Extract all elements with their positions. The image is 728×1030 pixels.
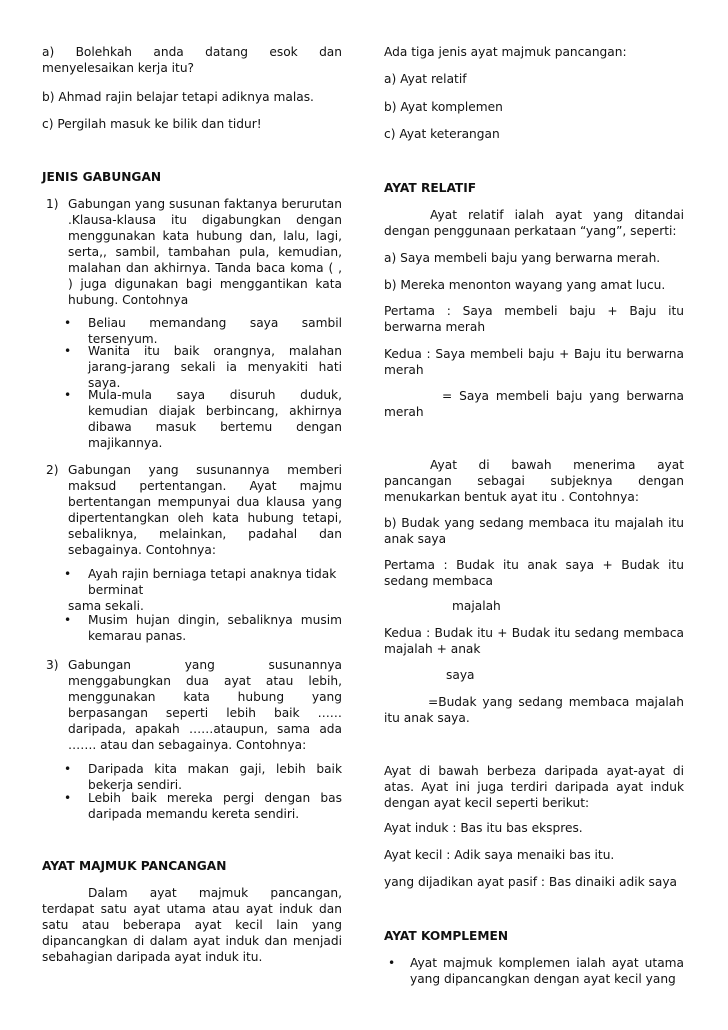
list-item-3 <box>42 657 342 753</box>
heading-ayat-komplemen: AYAT KOMPLEMEN <box>384 929 509 943</box>
bullet-icon: • <box>64 344 72 358</box>
pasif-line: yang dijadikan ayat pasif : Bas dinaiki adik saya <box>384 875 678 889</box>
example-b: b) Ahmad rajin belajar tetapi adiknya malas. <box>42 90 314 104</box>
bullet-item <box>64 612 342 644</box>
berbeza-paragraph: Ayat di bawah berbeza daripada ayat-ayat di atas. Ayat ini juga terdiri daripada ayat induk dengan ayat kecil seperti berikut: <box>384 764 684 810</box>
bullet-icon: • <box>64 613 72 627</box>
example-relatif-a: a) Saya membeli baju yang berwarna merah. <box>384 251 661 265</box>
bullet-icon: • <box>388 956 396 970</box>
bullet-item <box>64 343 342 391</box>
example-a: a) Bolehkah anda datang esok dan menyelesaikan kerja itu? <box>42 45 342 75</box>
heading-jenis-gabungan: JENIS GABUNGAN <box>42 170 162 184</box>
bullet-text: Beliau memandang saya sambil tersenyum. <box>88 316 342 346</box>
bullet-item <box>64 566 342 598</box>
kedua-line-1: Kedua : Saya membeli baju + Baju itu berwarna merah <box>384 347 684 377</box>
bullet-icon: • <box>64 791 72 805</box>
bullet-text: Mula-mula saya disuruh duduk, kemudian diajak berbincang, akhirnya dibawa masuk bertemu dengan majikannya. <box>88 388 342 450</box>
list-number: 3) <box>46 658 59 672</box>
list-item-2 <box>42 462 342 558</box>
result-line-2: =Budak yang sedang membaca majalah itu anak saya. <box>384 695 684 725</box>
pertama-line-2: Pertama : Budak itu anak saya + Budak itu sedang membaca <box>384 558 684 588</box>
bullet-icon: • <box>64 567 72 581</box>
list-item-text: Gabungan yang susunannya menggabungkan dua ayat atau lebih, menggunakan kata hubung yang berpasangan seperti lebih baik …… daripada, apakah ……ataupun, sama ada ……. atau dan sebagainya. Contohnya: <box>68 658 342 752</box>
bullet-text: Daripada kita makan gaji, lebih baik bekerja sendiri. <box>88 762 342 792</box>
bullet-text: Lebih baik mereka pergi dengan bas daripada memandu kereta sendiri. <box>88 791 342 821</box>
ayat-kecil-line: Ayat kecil : Adik saya menaiki bas itu. <box>384 848 615 862</box>
type-a: a) Ayat relatif <box>384 72 467 86</box>
heading-ayat-majmuk-pancangan: AYAT MAJMUK PANCANGAN <box>42 859 227 873</box>
example-c: c) Pergilah masuk ke bilik dan tidur! <box>42 117 262 131</box>
relatif-paragraph: Ayat relatif ialah ayat yang ditandai dengan penggunaan perkataan “yang”, seperti: <box>384 208 684 238</box>
heading-ayat-relatif: AYAT RELATIF <box>384 181 477 195</box>
list-number: 2) <box>46 463 59 477</box>
list-item-text: Gabungan yang susunan faktanya berurutan .Klausa-klausa itu digabungkan dengan menggunakan kata hubung dan, lalu, lagi, serta,, sambil, tambahan pula, kemudian, malahan dan akhirnya. Tanda baca koma ( , ) juga digunakan bagi menggantikan kata hubung. Contohnya <box>68 197 342 307</box>
bullet-item <box>64 387 342 451</box>
bullet-text: Musim hujan dingin, sebaliknya musim kemarau panas. <box>88 613 342 643</box>
type-b: b) Ayat komplemen <box>384 100 503 114</box>
bullet-item <box>388 955 684 987</box>
bullet-item <box>64 790 342 822</box>
bullet-text: Ayat majmuk komplemen ialah ayat utama yang dipancangkan dengan ayat kecil yang <box>410 956 684 986</box>
saya-word: saya <box>446 668 475 682</box>
bullet-icon: • <box>64 316 72 330</box>
list-number: 1) <box>46 197 59 211</box>
majalah-word: majalah <box>452 599 501 613</box>
intro-text: Ada tiga jenis ayat majmuk pancangan: <box>384 45 627 59</box>
ayat-induk-line: Ayat induk : Bas itu bas ekspres. <box>384 821 583 835</box>
bullet-icon: • <box>64 388 72 402</box>
bullet-item <box>64 761 342 793</box>
bullet-continuation: sama sekali. <box>68 599 144 613</box>
result-line-1: = Saya membeli baju yang berwarna merah <box>384 389 684 419</box>
subjek-paragraph: Ayat di bawah menerima ayat pancangan sebagai subjeknya dengan menukarkan bentuk ayat itu . Contohnya: <box>384 458 684 504</box>
example-relatif-b: b) Mereka menonton wayang yang amat lucu. <box>384 278 666 292</box>
list-item-1 <box>42 196 342 308</box>
list-item-text: Gabungan yang susunannya memberi maksud pertentangan. Ayat majmu bertentangan mempunyai dua klausa yang dipertentangkan oleh kata hubung tetapi, sebaliknya, melainkan, padahal dan sebagainya. Contohnya: <box>68 463 342 557</box>
pertama-line-1: Pertama : Saya membeli baju + Baju itu berwarna merah <box>384 304 684 334</box>
kedua-line-2: Kedua : Budak itu + Budak itu sedang membaca majalah + anak <box>384 626 684 656</box>
bullet-icon: • <box>64 762 72 776</box>
bullet-text: Ayah rajin berniaga tetapi anaknya tidak berminat <box>88 567 337 597</box>
type-c: c) Ayat keterangan <box>384 127 500 141</box>
majmuk-paragraph: Dalam ayat majmuk pancangan, terdapat satu ayat utama atau ayat induk dan satu atau beberapa ayat kecil lain yang dipancangkan di dalam ayat induk dan menjadi sebahagian daripada ayat induk itu. <box>42 886 342 964</box>
bullet-text: Wanita itu baik orangnya, malahan jarang-jarang sekali ia menyakiti hati saya. <box>88 344 342 390</box>
example-relatif-b2: b) Budak yang sedang membaca itu majalah itu anak saya <box>384 516 684 546</box>
